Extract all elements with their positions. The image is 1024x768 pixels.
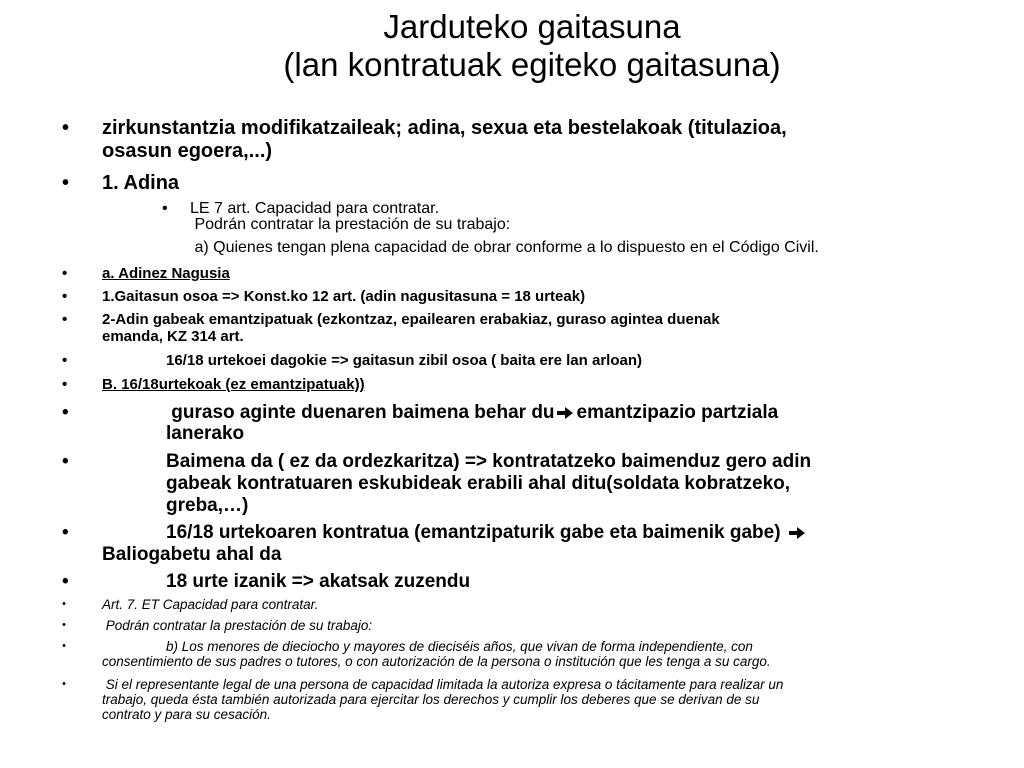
item-text: 1.Gaitasun osoa => Konst.ko 12 art. (adin nagusitasuna = 18 urteak)	[102, 288, 586, 305]
item-text-part: 16/18 urtekoaren kontratua (emantzipaturik gabe eta baimenik gabe)	[166, 522, 781, 543]
item-text: 16/18 urtekoei dagokie => gaitasun zibil osoa ( baita ere lan arloan)	[166, 352, 642, 369]
bullet-icon: •	[62, 352, 68, 369]
item-text: trabajo, queda ésta también autorizada para ejercitar los derechos y cumplir los deberes que se derivan de su	[102, 692, 760, 707]
item-text: consentimiento de sus padres o tutores, o con autorización de la persona o institución que les tenga a su cargo.	[102, 654, 771, 669]
right-arrow-icon	[789, 526, 805, 540]
item-text: contrato y para su cesación.	[102, 707, 271, 722]
item-text: Si el representante legal de una persona de capacidad limitada la autoriza expresa o tácitamente para realizar un	[102, 677, 784, 692]
bullet-icon: •	[62, 117, 70, 139]
item-text: osasun egoera,...)	[102, 140, 273, 162]
item-text: 1. Adina	[102, 172, 180, 194]
item-text: zirkunstantzia modifikatzaileak; adina, sexua eta bestelakoak (titulazioa,	[102, 117, 787, 139]
item-text: b) Los menores de dieciocho y mayores de dieciséis años, que vivan de forma independiente, con	[166, 639, 753, 654]
item-text: B. 16/18urtekoak (ez emantzipatuak))	[102, 376, 365, 393]
bullet-icon: •	[62, 678, 66, 690]
bullet-icon: •	[62, 522, 69, 543]
item-text: greba,…)	[166, 495, 249, 516]
item-text: Podrán contratar la prestación de su trabajo:	[190, 216, 511, 233]
bullet-icon: •	[62, 571, 69, 592]
title-line-2: (lan kontratuak egiteko gaitasuna)	[283, 46, 781, 83]
bullet-icon: •	[62, 288, 68, 305]
item-text: a) Quienes tengan plena capacidad de obrar conforme a lo dispuesto en el Código Civil.	[190, 239, 819, 256]
item-text: Art. 7. ET Capacidad para contratar.	[102, 597, 319, 612]
bullet-icon: •	[162, 200, 168, 217]
item-text: a. Adinez Nagusia	[102, 265, 230, 282]
item-text: lanerako	[166, 423, 245, 444]
bullet-icon: •	[62, 402, 69, 423]
item-text	[166, 402, 778, 424]
item-text-part: guraso aginte duenaren baimena behar du	[166, 402, 555, 423]
item-text: Baliogabetu ahal da	[102, 544, 282, 565]
bullet-icon: •	[62, 640, 66, 652]
item-text-part: emantzipazio partziala	[576, 402, 779, 423]
item-text	[166, 522, 809, 544]
item-text: emanda, KZ 314 art.	[102, 328, 244, 345]
bullet-icon: •	[62, 451, 69, 472]
item-text: Baimena da ( ez da ordezkaritza) => kontratatzeko baimenduz gero adin	[166, 451, 812, 472]
item-text: Podrán contratar la prestación de su trabajo:	[102, 618, 373, 633]
item-text: 18 urte izanik => akatsak zuzendu	[166, 571, 471, 592]
bullet-icon: •	[62, 172, 70, 194]
bullet-icon: •	[62, 598, 66, 610]
item-text: gabeak kontratuaren eskubideak erabili ahal ditu(soldata kobratzeko,	[166, 473, 791, 494]
bullet-icon: •	[62, 619, 66, 631]
title-line-1: Jarduteko gaitasuna	[383, 8, 681, 45]
item-text: LE 7 art. Capacidad para contratar.	[190, 200, 440, 217]
right-arrow-icon	[557, 406, 573, 420]
bullet-icon: •	[62, 376, 68, 393]
bullet-icon: •	[62, 265, 68, 282]
bullet-icon: •	[62, 311, 68, 328]
item-text: 2-Adin gabeak emantzipatuak (ezkontzaz, epailearen erabakiaz, guraso agintea duenak	[102, 311, 720, 328]
